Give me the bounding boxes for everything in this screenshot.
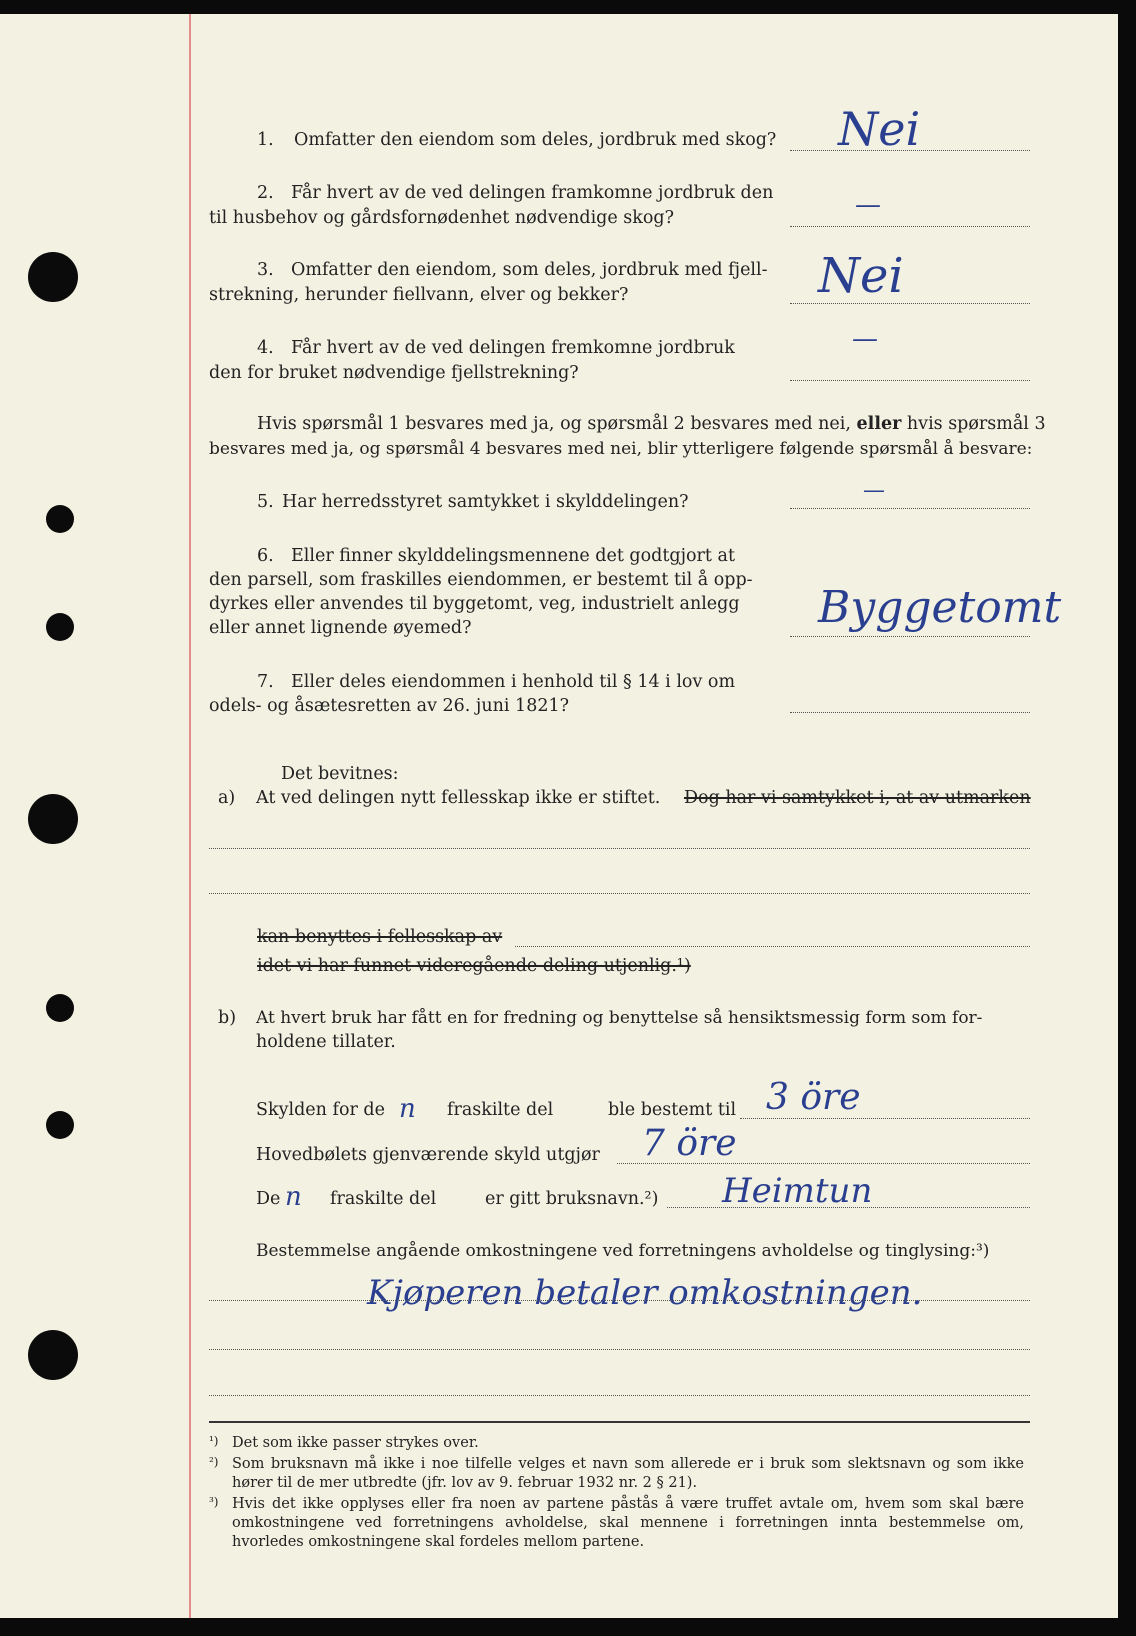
q6-answer: Byggetomt bbox=[818, 582, 1062, 633]
q2-answer: — bbox=[855, 190, 881, 220]
skyld-line4-answer: Kjøperen betaler omkostningen. bbox=[367, 1273, 923, 1313]
q7-answer-line bbox=[790, 712, 1030, 713]
q4-line1: Får hvert av de ved delingen fremkomne jordbruk bbox=[291, 338, 735, 358]
q2-answer-line bbox=[790, 226, 1030, 227]
q2-line2: til husbehov og gårdsfornødenhet nødvendige skog? bbox=[209, 208, 674, 228]
q7-line2: odels- og åsætesretten av 26. juni 1821? bbox=[209, 696, 569, 716]
skyld-line2-answer: 7 öre bbox=[642, 1123, 737, 1164]
skyld-line3-hw: n bbox=[285, 1182, 302, 1212]
q5-number: 5. bbox=[257, 492, 274, 512]
skyld-line3-answer: Heimtun bbox=[722, 1171, 873, 1211]
skyld-line1-dots bbox=[740, 1118, 1030, 1119]
skyld-line1-hw: n bbox=[399, 1094, 416, 1124]
punch-hole bbox=[46, 1111, 74, 1139]
skyld-line4-dots bbox=[209, 1395, 1030, 1396]
footnote-3-mark: ³) bbox=[209, 1495, 219, 1509]
q3-line1: Omfatter den eiendom, som deles, jordbruk med fjell- bbox=[291, 260, 768, 280]
q1-answer: Nei bbox=[838, 102, 921, 156]
skyld-line1-c: ble bestemt til bbox=[608, 1100, 737, 1120]
margin-line bbox=[189, 14, 191, 1618]
attest-heading: Det bevitnes: bbox=[281, 764, 399, 784]
q4-answer: — bbox=[852, 324, 878, 354]
skyld-line1-b: fraskilte del bbox=[447, 1100, 554, 1120]
punch-hole bbox=[28, 1330, 78, 1380]
attest-a-line bbox=[209, 893, 1030, 894]
footnote-1-mark: ¹) bbox=[209, 1434, 219, 1448]
attest-a-struck: Dog har vi samtykket i, at av utmarken bbox=[684, 788, 1031, 808]
q6-line1: Eller finner skylddelingsmennene det godtgjort at bbox=[291, 546, 735, 566]
punch-hole bbox=[28, 252, 78, 302]
attest-struck-line1-fill bbox=[515, 946, 1030, 947]
q7-line1: Eller deles eiendommen i henhold til § 14 i lov om bbox=[291, 672, 736, 692]
q7-number: 7. bbox=[257, 672, 274, 692]
q5-text: Har herredsstyret samtykket i skylddelingen? bbox=[282, 492, 689, 512]
footnote-2-mark: ²) bbox=[209, 1455, 219, 1469]
q6-line4: eller annet lignende øyemed? bbox=[209, 618, 472, 638]
q6-line2: den parsell, som fraskilles eiendommen, er bestemt til å opp- bbox=[209, 570, 753, 590]
q5-answer-line bbox=[790, 508, 1030, 509]
q3-answer: Nei bbox=[818, 248, 904, 304]
q4-line2: den for bruket nødvendige fjellstrekning? bbox=[209, 363, 579, 383]
skyld-line4: Bestemmelse angående omkostningene ved forretningens avholdelse og tinglysing:³) bbox=[256, 1241, 990, 1261]
q1-text: Omfatter den eiendom som deles, jordbruk med skog? bbox=[294, 130, 777, 150]
q6-number: 6. bbox=[257, 546, 274, 566]
footnote-3-text: Hvis det ikke opplyses eller fra noen av partene påstås å være truffet avtale om, hvem som skal bære omkostningene ved forretningens avholdelse, skal mennene i forretningen innta bestemmelse om, hvorledes omkostningene skal fordeles mellom partene. bbox=[232, 1496, 1024, 1550]
attest-b-line2: holdene tillater. bbox=[256, 1032, 396, 1052]
document-page bbox=[0, 14, 1118, 1618]
skyld-line1-answer: 3 öre bbox=[766, 1077, 861, 1118]
q6-line3: dyrkes eller anvendes til byggetomt, veg, industrielt anlegg bbox=[209, 594, 740, 614]
punch-hole bbox=[46, 994, 74, 1022]
intro-line2: besvares med ja, og spørsmål 4 besvares med nei, blir ytterligere følgende spørsmål å besvare: bbox=[209, 439, 1033, 459]
attest-b-line1: At hvert bruk har fått en for fredning og benyttelse så hensiktsmessig form som for- bbox=[256, 1008, 983, 1028]
attest-struck-line1: kan benyttes i fellesskap av bbox=[257, 927, 503, 947]
punch-hole bbox=[46, 505, 74, 533]
q3-number: 3. bbox=[257, 260, 274, 280]
intro-line1: Hvis spørsmål 1 besvares med ja, og spørsmål 2 besvares med nei, eller hvis spørsmål 3 bbox=[257, 414, 1046, 434]
attest-a-label: a) bbox=[218, 788, 236, 808]
skyld-line1-a: Skylden for de bbox=[256, 1100, 385, 1120]
skyld-line3-c: er gitt bruksnavn.²) bbox=[485, 1189, 659, 1209]
footnote-divider bbox=[209, 1421, 1030, 1423]
punch-hole bbox=[28, 794, 78, 844]
q4-number: 4. bbox=[257, 338, 274, 358]
attest-a-text: At ved delingen nytt fellesskap ikke er stiftet. bbox=[256, 788, 661, 808]
attest-struck-line2: idet vi har funnet videregående deling utjenlig.¹) bbox=[257, 956, 691, 976]
q4-answer-line bbox=[790, 380, 1030, 381]
q2-line1: Får hvert av de ved delingen framkomne jordbruk den bbox=[291, 183, 774, 203]
skyld-line3-b: fraskilte del bbox=[330, 1189, 437, 1209]
punch-hole bbox=[46, 613, 74, 641]
skyld-line3-a: De bbox=[256, 1189, 281, 1209]
footnote-1-text: Det som ikke passer strykes over. bbox=[232, 1435, 479, 1451]
q6-answer-line bbox=[790, 636, 1030, 637]
q5-answer: — bbox=[863, 478, 885, 503]
q3-line2: strekning, herunder fiellvann, elver og bekker? bbox=[209, 285, 629, 305]
q2-number: 2. bbox=[257, 183, 274, 203]
attest-b-label: b) bbox=[218, 1008, 237, 1028]
q1-number: 1. bbox=[257, 130, 274, 150]
footnote-2-text: Som bruksnavn må ikke i noe tilfelle velges et navn som allerede er i bruk som slektsnavn og som ikke hører til de mer utbredte (jfr. lov av 9. februar 1932 nr. 2 § 21). bbox=[232, 1456, 1024, 1491]
attest-a-line bbox=[209, 848, 1030, 849]
skyld-line4-dots bbox=[209, 1300, 1030, 1301]
skyld-line4-dots bbox=[209, 1349, 1030, 1350]
skyld-line2-a: Hovedbølets gjenværende skyld utgjør bbox=[256, 1145, 600, 1165]
